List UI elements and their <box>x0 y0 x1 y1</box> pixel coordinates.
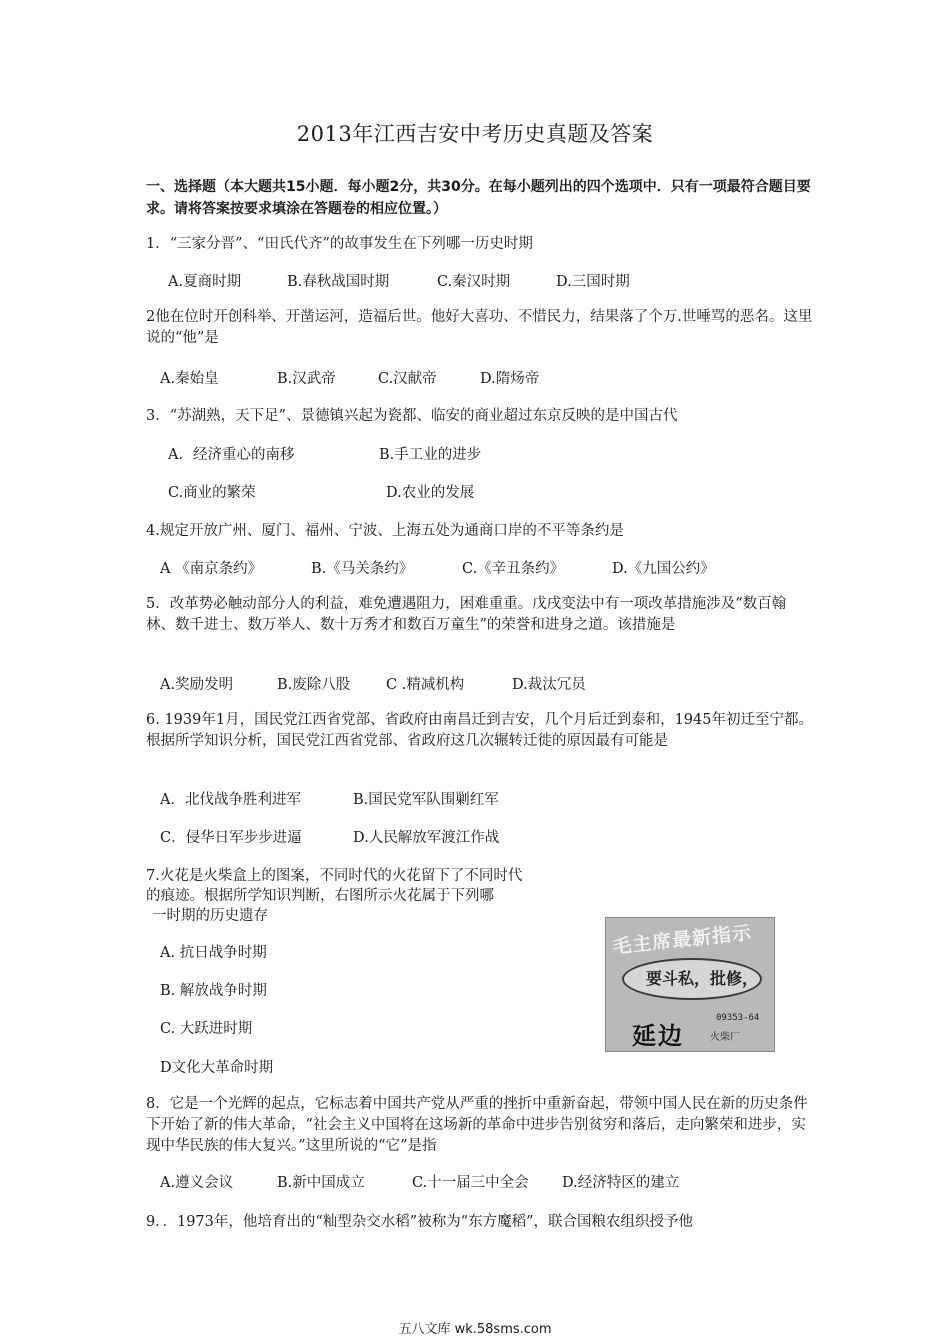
question-7-option-c: C. 大跃进时期 <box>160 1021 253 1037</box>
matchbox-slogan: 要斗私，批修， <box>646 969 759 988</box>
question-7-option-b: B. 解放战争时期 <box>160 983 267 999</box>
question-2-option-b: B.汉武帝 <box>277 371 336 387</box>
question-6-option-b: B.国民党军队围剿红军 <box>353 792 499 808</box>
question-9-stem: 9．．1973年，他培育出的“籼型杂交水稻”被称为“东方魔稻”，联合国粮农组织授予他 <box>146 1214 694 1230</box>
question-4-option-a: A 《南京条约》 <box>160 561 263 577</box>
question-7-stem-line-1: 7.火花是火柴盒上的图案，不同时代的火花留下了不同时代 <box>146 868 523 884</box>
page-title: 2013年江西吉安中考历史真题及答案 <box>296 122 654 146</box>
question-8-option-d: D.经济特区的建立 <box>562 1175 680 1191</box>
question-7-option-a: A. 抗日战争时期 <box>160 945 267 961</box>
question-6-option-a: A．北伐战争胜利进军 <box>160 792 301 808</box>
question-1-option-b: B.春秋战国时期 <box>287 274 390 290</box>
question-4-option-b: B.《马关条约》 <box>311 561 414 577</box>
question-6-stem: 6. 1939年1月，国民党江西省党部、省政府由南昌迁到吉安，几个月后迁到泰和，1945年初迁至宁都。根据所学知识分析，国民党江西省党部、省政府这几次辗转迁徙的原因最有可能是 <box>146 712 813 749</box>
question-4-stem: 4.规定开放广州、厦门、福州、宁波、上海五处为通商口岸的不平等条约是 <box>146 523 624 539</box>
question-5-option-a: A.奖励发明 <box>160 677 234 693</box>
question-5-stem: 5．改革势必触动部分人的利益，难免遭遇阻力，困难重重。戊戌变法中有一项改革措施涉及“数百翰林、数千进士、数万举人、数十万秀才和数百万童生”的荣誉和进身之道。该措施是 <box>146 596 787 633</box>
question-8-option-c: C.十一届三中全会 <box>412 1175 529 1191</box>
question-1-option-c: C.秦汉时期 <box>437 274 511 290</box>
question-4-option-c: C.《辛丑条约》 <box>462 561 565 577</box>
question-7-option-d: D文化大革命时期 <box>160 1060 274 1076</box>
question-2-option-c: C.汉献帝 <box>378 371 437 387</box>
question-3-option-b: B.手工业的进步 <box>379 447 482 463</box>
question-8-stem: 8．它是一个光辉的起点，它标志着中国共产党从严重的挫折中重新奋起，带领中国人民在新的历史条件下开始了新的伟大革命，“社会主义中国将在这场新的革命中进步告别贫穷和落后，走向繁荣和进步，实现中华民族的伟大复兴。”这里所说的“它”是指 <box>146 1096 808 1154</box>
question-6-option-c: C．侵华日军步步进逼 <box>160 830 302 846</box>
question-2-option-d: D.隋炀帝 <box>480 371 540 387</box>
question-3-option-c: C.商业的繁荣 <box>168 485 256 501</box>
question-2-stem: 2他在位时开创科举、开凿运河，造福后世。他好大喜功、不惜民力，结果落了个万.世唾骂的恶名。这里说的“他”是 <box>146 309 813 346</box>
question-1-option-d: D.三国时期 <box>556 274 630 290</box>
question-6-option-d: D.人民解放军渡江作战 <box>353 830 500 846</box>
question-3-option-a: A．经济重心的南移 <box>168 447 295 463</box>
question-3-stem: 3．“苏湖熟，天下足”、景德镇兴起为瓷都、临安的商业超过东京反映的是中国古代 <box>146 408 678 424</box>
question-7-stem-line-3: 一时期的历史遗存 <box>152 908 268 924</box>
matchbox-label-image <box>605 917 775 1052</box>
question-8-option-a: A.遵义会议 <box>160 1175 234 1191</box>
question-7-stem-line-2: 的痕迹。根据所学知识判断，右图所示火花属于下列哪 <box>146 888 494 904</box>
question-2-option-a: A.秦始皇 <box>160 371 219 387</box>
question-3-option-d: D.农业的发展 <box>386 485 475 501</box>
question-1-option-a: A.夏商时期 <box>168 274 242 290</box>
question-1-stem: 1．“三家分晋”、“田氏代齐”的故事发生在下列哪一历史时期 <box>146 236 533 252</box>
matchbox-brand: 延边 <box>632 1022 684 1050</box>
section-header: 一、选择题（本大题共15小题．每小题2分，共30分。在每小题列出的四个选项中．只有一项最符合题目要求。请将答案按要求填涂在答题卷的相应位置。） <box>146 179 811 217</box>
question-4-option-d: D.《九国公约》 <box>612 561 715 577</box>
question-5-option-b: B.废除八股 <box>277 677 351 693</box>
question-5-option-d: D.裁汰冗员 <box>512 677 586 693</box>
matchbox-factory: 火柴厂 <box>710 1032 740 1043</box>
question-8-option-b: B.新中国成立 <box>277 1175 365 1191</box>
matchbox-code: 09353-64 <box>716 1013 760 1023</box>
question-5-option-c: C .精减机构 <box>386 677 465 693</box>
matchbox-top-text: 毛主席最新指示 <box>611 921 753 959</box>
page-footer: 五八文库 wk.58sms.com <box>398 1322 552 1337</box>
